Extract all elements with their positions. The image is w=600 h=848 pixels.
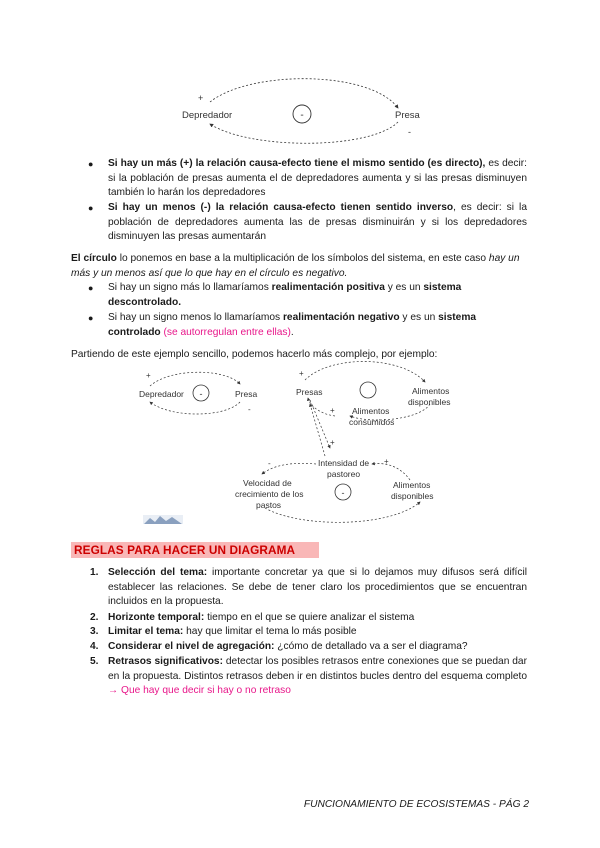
- bullet-negativo-a: Si hay un signo menos lo llamaríamos: [108, 312, 283, 323]
- rules-title: REGLAS PARA HACER UN DIAGRAMA: [74, 543, 296, 557]
- rule-item-5: [108, 655, 527, 699]
- loop2-plus: +: [299, 369, 304, 378]
- velocidad-3: pastos: [256, 500, 282, 510]
- bullet-negativo-c: y es un: [399, 312, 439, 323]
- circle-italic: hay un más y un menos así que lo que hay en el círculo es negativo.: [71, 253, 520, 279]
- alimentos-disp-top-1: Alimentos: [412, 386, 450, 396]
- alimentos-disp-top-2: disponibles: [408, 397, 451, 407]
- intensidad-2: pastoreo: [327, 469, 361, 479]
- loop1-bottom: [150, 402, 240, 414]
- loop2-top: [305, 361, 425, 382]
- bullet-dot: ●: [88, 159, 94, 169]
- rule-item-4: [108, 640, 527, 655]
- alimentos-cons-1: Alimentos: [352, 406, 390, 416]
- bullet-dot: ●: [88, 283, 94, 293]
- bullet-negativo-b: realimentación negativo: [282, 312, 400, 323]
- rule-4-text: ¿cómo de detallado va a ser el diagrama?: [274, 641, 468, 652]
- rule-5-strong: Retrasos significativos:: [108, 656, 223, 667]
- depredador-label: Depredador: [182, 110, 233, 121]
- rule-item-1: [108, 566, 527, 610]
- alimentos-disp-bot-1: Alimentos: [393, 480, 431, 490]
- down-arrow: [310, 400, 330, 448]
- bullet-negativo-note: (se autorregulan entre ellas): [160, 326, 291, 338]
- loop1-plus: +: [146, 371, 151, 380]
- rule-item-2: [108, 611, 527, 626]
- presa-label: Presa: [395, 110, 420, 121]
- presa2-label: Presa: [235, 389, 258, 399]
- minus-sign: -: [408, 127, 411, 137]
- loop3-plus: +: [384, 457, 389, 466]
- feedback-sign: -: [300, 110, 304, 121]
- rule-number: 1.: [90, 567, 99, 578]
- loop1-sign: -: [199, 389, 203, 399]
- bullet-positiva-c: y es un: [384, 282, 424, 293]
- rule-4-strong: Considerar el nivel de agregación:: [108, 641, 275, 652]
- velocidad-2: crecimiento de los: [235, 489, 304, 499]
- bullet-dot: ●: [88, 313, 94, 323]
- velocidad-1: Velocidad de: [243, 478, 292, 488]
- rule-item-3: [108, 625, 527, 640]
- depredador2-label: Depredador: [139, 389, 184, 399]
- rule-2-text: tiempo en el que se quiere analizar el sistema: [204, 612, 415, 623]
- loop1-minus: -: [248, 405, 251, 414]
- bullet-dot: ●: [88, 203, 94, 213]
- plus-sign: +: [198, 93, 204, 103]
- bullet-menos-text: , es decir: si la población de depredadores aumenta las de presas disminuirán y si los depredadores disminuyen las presas aumentarán: [108, 202, 527, 243]
- conn-plus: +: [330, 438, 335, 447]
- bullet-mas-text: es decir: si la población de presas aumenta el de depredadores aumenta y si las presas disminuyen también lo harán los depredadores: [108, 158, 527, 199]
- bullet-positiva-d: sistema descontrolado.: [108, 282, 462, 308]
- rule-1-strong: Selección del tema:: [108, 567, 208, 578]
- loop2-plus-b: +: [330, 406, 335, 415]
- rule-1-text: importante concretar ya que si lo dejamos muy difusos será difícil establecer las relaciones. Se debe de tener claro los procedimientos que se encuentran incluidos en la propuesta.: [108, 567, 527, 608]
- loop3-top-right: [372, 464, 410, 480]
- intensidad-1: Intensidad de: [318, 458, 370, 468]
- rule-3-text: hay que limitar el tema lo más posible: [183, 626, 357, 637]
- loop1-top: [150, 372, 240, 386]
- loop3-sign: -: [341, 488, 345, 498]
- rule-number: 2.: [90, 612, 99, 623]
- partiendo-paragraph: Partiendo de este ejemplo sencillo, podemos hacerlo más complejo, por ejemplo:: [71, 349, 438, 360]
- circle-text: lo ponemos en base a la multiplicación de los símbolos del sistema, en este caso: [116, 253, 489, 264]
- rule-5-note: → Que hay que decir si hay o no retraso: [108, 685, 291, 697]
- rule-number: 4.: [90, 641, 99, 652]
- rule-number: 5.: [90, 656, 99, 667]
- bullet-negativo-d: sistema controlado: [108, 312, 477, 338]
- rule-number: 3.: [90, 626, 99, 637]
- page-footer: FUNCIONAMIENTO DE ECOSISTEMAS - PÁG 2: [303, 799, 529, 810]
- circle-strong: El círculo: [71, 253, 117, 264]
- alimentos-disp-bot-2: disponibles: [391, 491, 434, 501]
- alimentos-cons-2: consumidos: [349, 417, 395, 427]
- rule-3-strong: Limitar el tema:: [108, 626, 184, 637]
- bullet-menos-strong: Si hay un menos (-) la relación causa-efecto tienen sentido inverso: [108, 202, 454, 213]
- bullet-mas-strong: Si hay un más (+) la relación causa-efecto tiene el mismo sentido (es directo),: [108, 158, 486, 169]
- rule-2-strong: Horizonte temporal:: [108, 612, 205, 623]
- bullet-negativo-period: .: [290, 326, 294, 338]
- loop2-circle: [360, 382, 376, 398]
- presas-label: Presas: [296, 387, 323, 397]
- thumbnail-image: [143, 515, 183, 524]
- loop3-minus: -: [268, 459, 271, 468]
- loop3-bottom: [265, 502, 420, 522]
- rule-5-text: detectar los posibles retrasos entre conexiones que se puedan dar en la propuesta. Distintos retrasos deben ir en distintos bucles dentro del esquema completo: [108, 656, 527, 682]
- bullet-positiva-a: Si hay un signo más lo llamaríamos: [108, 282, 272, 293]
- bullet-positiva-b: realimentación positiva: [271, 282, 385, 293]
